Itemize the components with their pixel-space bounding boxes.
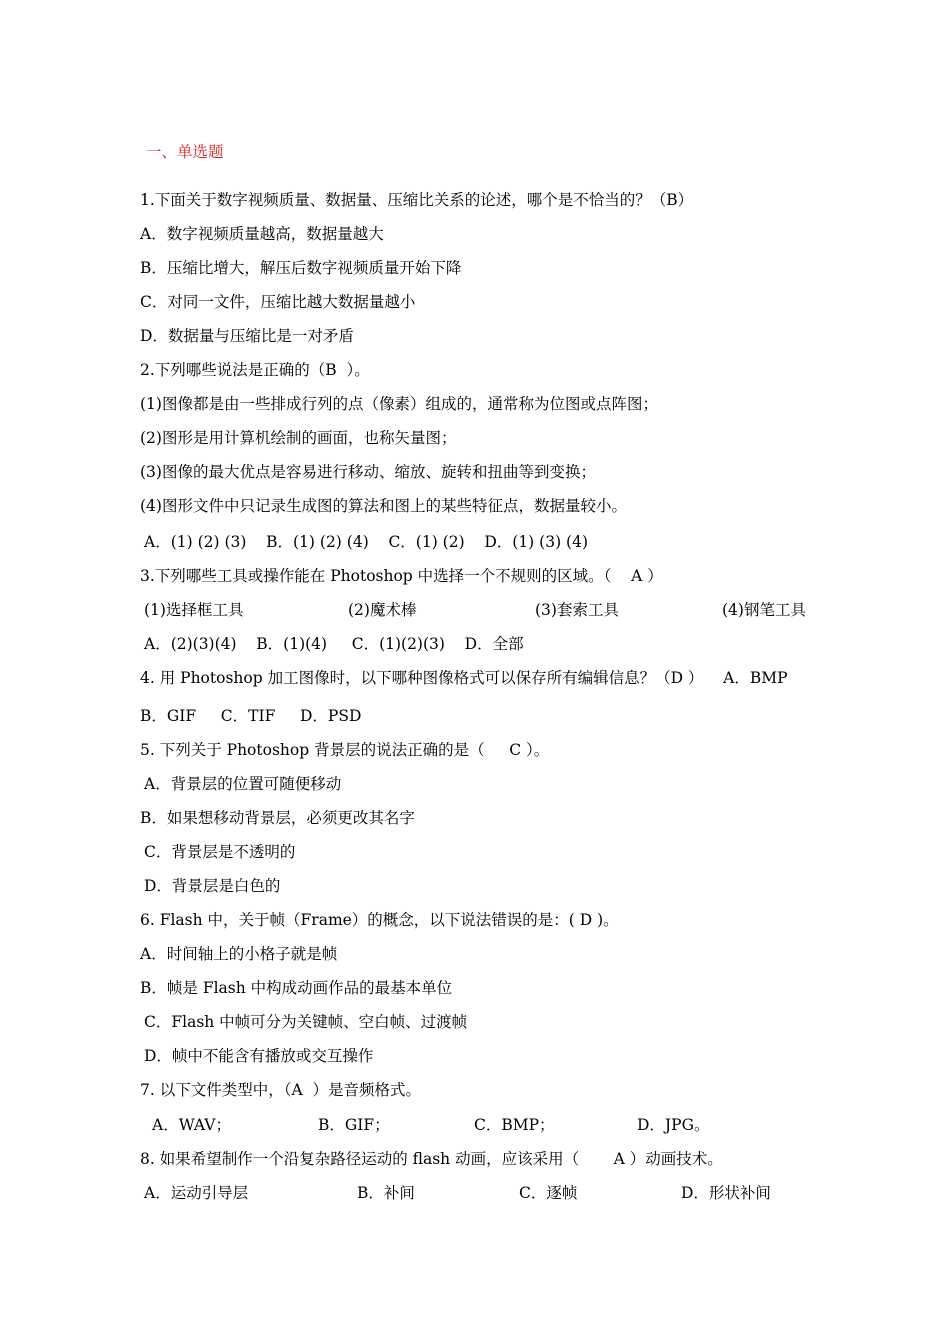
q2-statement-2: (2)图形是用计算机绘制的画面，也称矢量图； <box>140 429 457 447</box>
q2-statement-3: (3)图像的最大优点是容易进行移动、缩放、旋转和扭曲等到变换； <box>140 463 596 481</box>
q7-stem: 7. 以下文件类型中，（A ）是音频格式。 <box>140 1081 422 1099</box>
q2-stem: 2.下列哪些说法是正确的（B ）。 <box>140 361 370 379</box>
q6-stem: 6. Flash 中，关于帧（Frame）的概念，以下说法错误的是：( D )。 <box>140 911 619 929</box>
q3-tool-1: (1)选择框工具 <box>144 601 244 619</box>
q3-tool-3: (3)套索工具 <box>535 601 619 619</box>
q7-option-b: B．GIF； <box>318 1116 390 1134</box>
q5-option-a: A．背景层的位置可随便移动 <box>144 775 342 793</box>
q2-statement-1: (1)图像都是由一些排成行列的点（像素）组成的，通常称为位图或点阵图； <box>140 395 658 413</box>
q2-options: A．(1) (2) (3) B．(1) (2) (4) C．(1) (2) D．(1) (3) (4) <box>144 533 588 551</box>
q8-option-c: C．逐帧 <box>519 1184 578 1202</box>
q7-option-d: D．JPG。 <box>637 1116 710 1134</box>
q6-option-a: A．时间轴上的小格子就是帧 <box>140 945 338 963</box>
q5-option-d: D．背景层是白色的 <box>144 877 281 895</box>
q6-option-c: C．Flash 中帧可分为关键帧、空白帧、过渡帧 <box>144 1013 468 1031</box>
q1-option-b: B．压缩比增大，解压后数字视频质量开始下降 <box>140 259 462 277</box>
q7-option-c: C．BMP； <box>474 1116 555 1134</box>
q3-tool-2: (2)魔术棒 <box>348 601 417 619</box>
q4-options: B．GIF C．TIF D．PSD <box>140 707 362 725</box>
q7-option-a: A．WAV； <box>152 1116 231 1134</box>
q6-option-b: B．帧是 Flash 中构成动画作品的最基本单位 <box>140 979 453 997</box>
q2-statement-4: (4)图形文件中只记录生成图的算法和图上的某些特征点，数据量较小。 <box>140 497 627 515</box>
q8-option-a: A．运动引导层 <box>144 1184 249 1202</box>
q8-option-d: D．形状补间 <box>681 1184 771 1202</box>
q5-option-b: B．如果想移动背景层，必须更改其名字 <box>140 809 415 827</box>
q3-options: A．(2)(3)(4) B．(1)(4) C．(1)(2)(3) D．全部 <box>144 635 524 653</box>
q3-stem: 3.下列哪些工具或操作能在 Photoshop 中选择一个不规则的区域。（ A ） <box>140 567 663 585</box>
q8-stem: 8. 如果希望制作一个沿复杂路径运动的 flash 动画，应该采用（ A ）动画技术。 <box>140 1150 723 1168</box>
q1-option-a: A．数字视频质量越高，数据量越大 <box>140 225 384 243</box>
q4-stem: 4. 用 Photoshop 加工图像时，以下哪种图像格式可以保存所有编辑信息？（D ） A．BMP <box>140 669 788 687</box>
q5-stem: 5. 下列关于 Photoshop 背景层的说法正确的是（ C ）。 <box>140 741 550 759</box>
q1-stem: 1.下面关于数字视频质量、数据量、压缩比关系的论述，哪个是不恰当的？（B） <box>140 191 694 209</box>
q6-option-d: D．帧中不能含有播放或交互操作 <box>144 1047 374 1065</box>
q3-tool-4: (4)钢笔工具 <box>722 601 806 619</box>
q1-option-d: D．数据量与压缩比是一对矛盾 <box>140 327 354 345</box>
q8-option-b: B．补间 <box>357 1184 415 1202</box>
q1-option-c: C．对同一文件，压缩比越大数据量越小 <box>140 293 416 311</box>
q5-option-c: C．背景层是不透明的 <box>144 843 296 861</box>
section-title: 一、单选题 <box>146 143 224 161</box>
